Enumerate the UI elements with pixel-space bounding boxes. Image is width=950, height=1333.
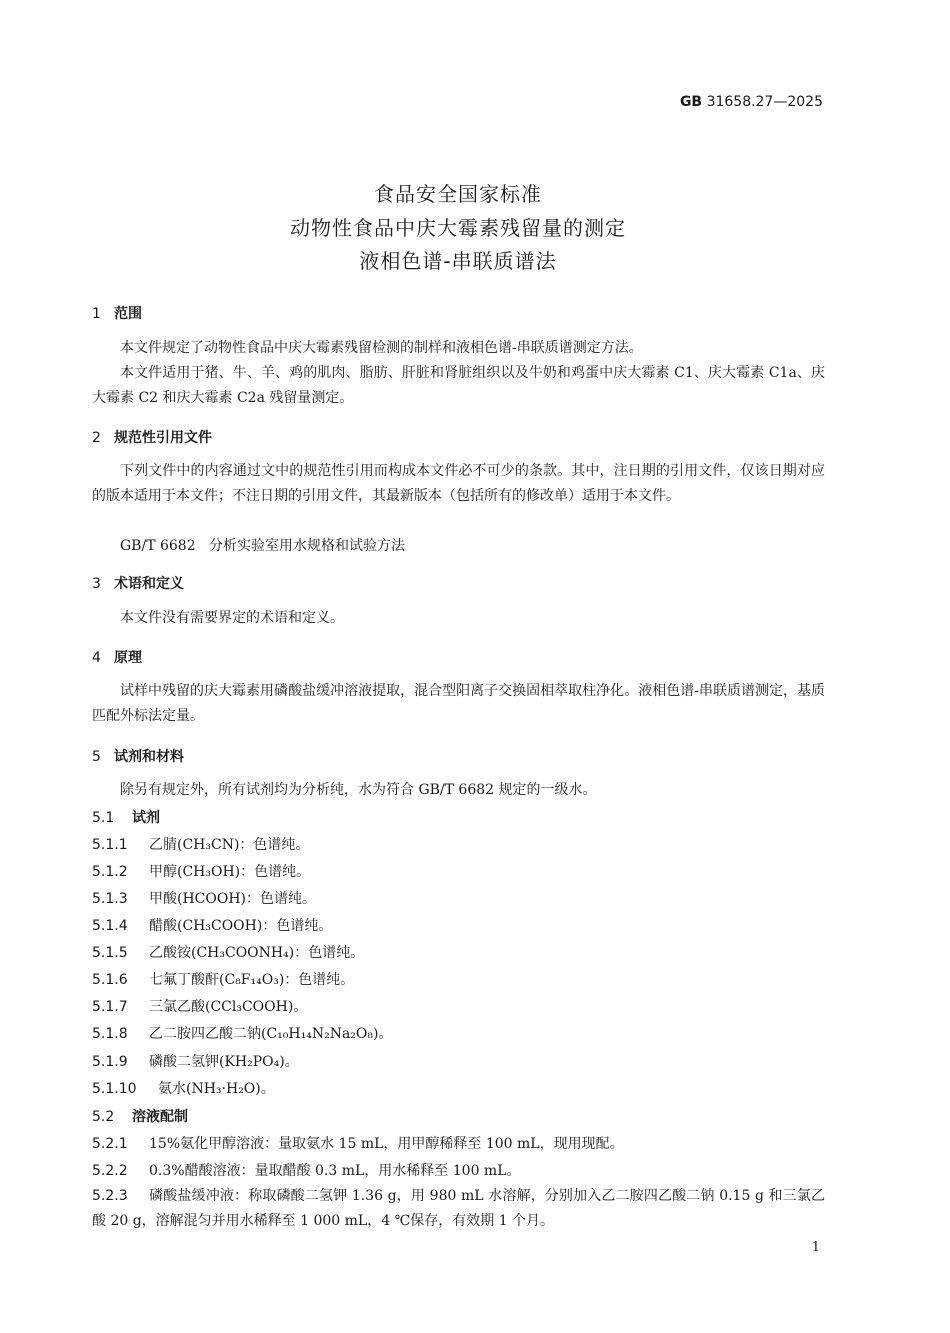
- item-text: 0.3%醋酸溶液：量取醋酸 0.3 mL，用水稀释至 100 mL。: [149, 1163, 521, 1179]
- section-3-heading: [92, 573, 184, 593]
- item-text: 甲酸(HCOOH)：色谱纯。: [149, 891, 317, 907]
- page-number: 1: [811, 1240, 820, 1255]
- subsection-title: 溶液配制: [132, 1109, 188, 1125]
- solution-item: [92, 1160, 521, 1180]
- reagent-item: [92, 888, 316, 908]
- section-1-heading: [92, 303, 142, 323]
- reagent-item: [92, 1051, 299, 1071]
- subsection-number: 5.2: [92, 1109, 115, 1125]
- item-text: 七氟丁酸酐(C₈F₁₄O₃)：色谱纯。: [149, 972, 355, 988]
- subsection-5-2-heading: [92, 1106, 188, 1126]
- item-text: 乙酸铵(CH₃COONH₄)：色谱纯。: [149, 945, 365, 961]
- item-number: 5.1.4: [92, 918, 128, 934]
- item-number: 5.1.3: [92, 891, 128, 907]
- standard-prefix: GB: [679, 94, 703, 110]
- reference-code: GB/T 6682: [120, 538, 196, 554]
- section-5-heading: [92, 746, 184, 766]
- reagent-item: [92, 942, 364, 962]
- standard-number: 31658.27—2025: [706, 94, 823, 110]
- section-4-heading: [92, 647, 142, 667]
- reagent-item: [92, 834, 309, 854]
- item-number: 5.1.6: [92, 972, 128, 988]
- doc-title-line2: 动物性食品中庆大霉素残留量的测定: [290, 216, 626, 240]
- section-number: 1: [92, 306, 101, 322]
- section-title: 范围: [114, 306, 142, 322]
- section-number: 4: [92, 650, 101, 666]
- item-text: 乙二胺四乙酸二钠(C₁₀H₁₄N₂Na₂O₈)。: [149, 1026, 393, 1042]
- item-number: 5.1.7: [92, 999, 128, 1015]
- section-2-para-1: 下列文件中的内容通过文中的规范性引用而构成本文件必不可少的条款。其中，注日期的引用文件，仅该日期对应的版本适用于本文件；不注日期的引用文件，其最新版本（包括所有的修改单）适用于本文件。: [92, 463, 825, 504]
- reagent-item: [92, 915, 332, 935]
- reagent-item: [92, 861, 310, 881]
- item-number: 5.1.9: [92, 1054, 128, 1070]
- reagent-item: [92, 996, 307, 1016]
- item-number: 5.1.10: [92, 1081, 137, 1097]
- item-number: 5.2.3: [92, 1188, 128, 1204]
- section-5-para-1: 除另有规定外，所有试剂均为分析纯，水为符合 GB/T 6682 规定的一级水。: [120, 782, 597, 798]
- item-text: 磷酸二氢钾(KH₂PO₄)。: [149, 1054, 299, 1070]
- section-title: 术语和定义: [114, 576, 184, 592]
- item-number: 5.1.1: [92, 837, 128, 853]
- section-4-para-1: 试样中残留的庆大霉素用磷酸盐缓冲溶液提取，混合型阳离子交换固相萃取柱净化。液相色谱-串联质谱测定，基质匹配外标法定量。: [92, 683, 825, 724]
- reagent-item: [92, 969, 354, 989]
- item-text: 乙腈(CH₃CN)：色谱纯。: [149, 837, 310, 853]
- item-number: 5.1.2: [92, 864, 128, 880]
- section-title: 原理: [114, 650, 142, 666]
- normative-reference: [92, 534, 825, 559]
- item-number: 5.1.5: [92, 945, 128, 961]
- subsection-number: 5.1: [92, 810, 115, 826]
- subsection-5-1-heading: [92, 807, 160, 827]
- item-number: 5.2.1: [92, 1136, 128, 1152]
- reagent-item: [92, 1023, 392, 1043]
- item-text: 15%氨化甲醇溶液：量取氨水 15 mL，用甲醇稀释至 100 mL，现用现配。: [149, 1136, 624, 1152]
- solution-item: [92, 1184, 825, 1234]
- subsection-title: 试剂: [132, 810, 160, 826]
- section-3-para-1: 本文件没有需要界定的术语和定义。: [120, 610, 344, 626]
- section-number: 3: [92, 576, 101, 592]
- doc-title-line1: 食品安全国家标准: [374, 182, 542, 206]
- section-2-heading: [92, 427, 212, 447]
- item-text: 氨水(NH₃·H₂O)。: [158, 1081, 275, 1097]
- standard-code: [680, 94, 823, 110]
- section-number: 2: [92, 430, 101, 446]
- section-1-para-2: 本文件适用于猪、牛、羊、鸡的肌肉、脂肪、肝脏和肾脏组织以及牛奶和鸡蛋中庆大霉素 C1、庆大霉素 C1a、庆大霉素 C2 和庆大霉素 C2a 残留量测定。: [92, 365, 825, 406]
- item-number: 5.1.8: [92, 1026, 128, 1042]
- item-text: 甲醇(CH₃OH)：色谱纯。: [149, 864, 311, 880]
- item-text: 醋酸(CH₃COOH)：色谱纯。: [149, 918, 333, 934]
- section-title: 规范性引用文件: [114, 430, 212, 446]
- doc-title-line3: 液相色谱-串联质谱法: [359, 249, 557, 273]
- item-number: 5.2.2: [92, 1163, 128, 1179]
- section-title: 试剂和材料: [114, 749, 184, 765]
- solution-item: [92, 1133, 624, 1153]
- reagent-item: [92, 1078, 275, 1098]
- item-text: 三氯乙酸(CCl₃COOH)。: [149, 999, 308, 1015]
- section-1-para-1: 本文件规定了动物性食品中庆大霉素残留检测的制样和液相色谱-串联质谱测定方法。: [120, 340, 643, 356]
- section-number: 5: [92, 749, 101, 765]
- reference-title: 分析实验室用水规格和试验方法: [208, 538, 405, 554]
- item-text: 磷酸盐缓冲液：称取磷酸二氢钾 1.36 g，用 980 mL 水溶解，分别加入乙二胺四乙酸二钠 0.15 g 和三氯乙酸 20 g，溶解混匀并用水稀释至 1 000 mL，4 ℃保存，有效期 1 个月。: [92, 1188, 825, 1229]
